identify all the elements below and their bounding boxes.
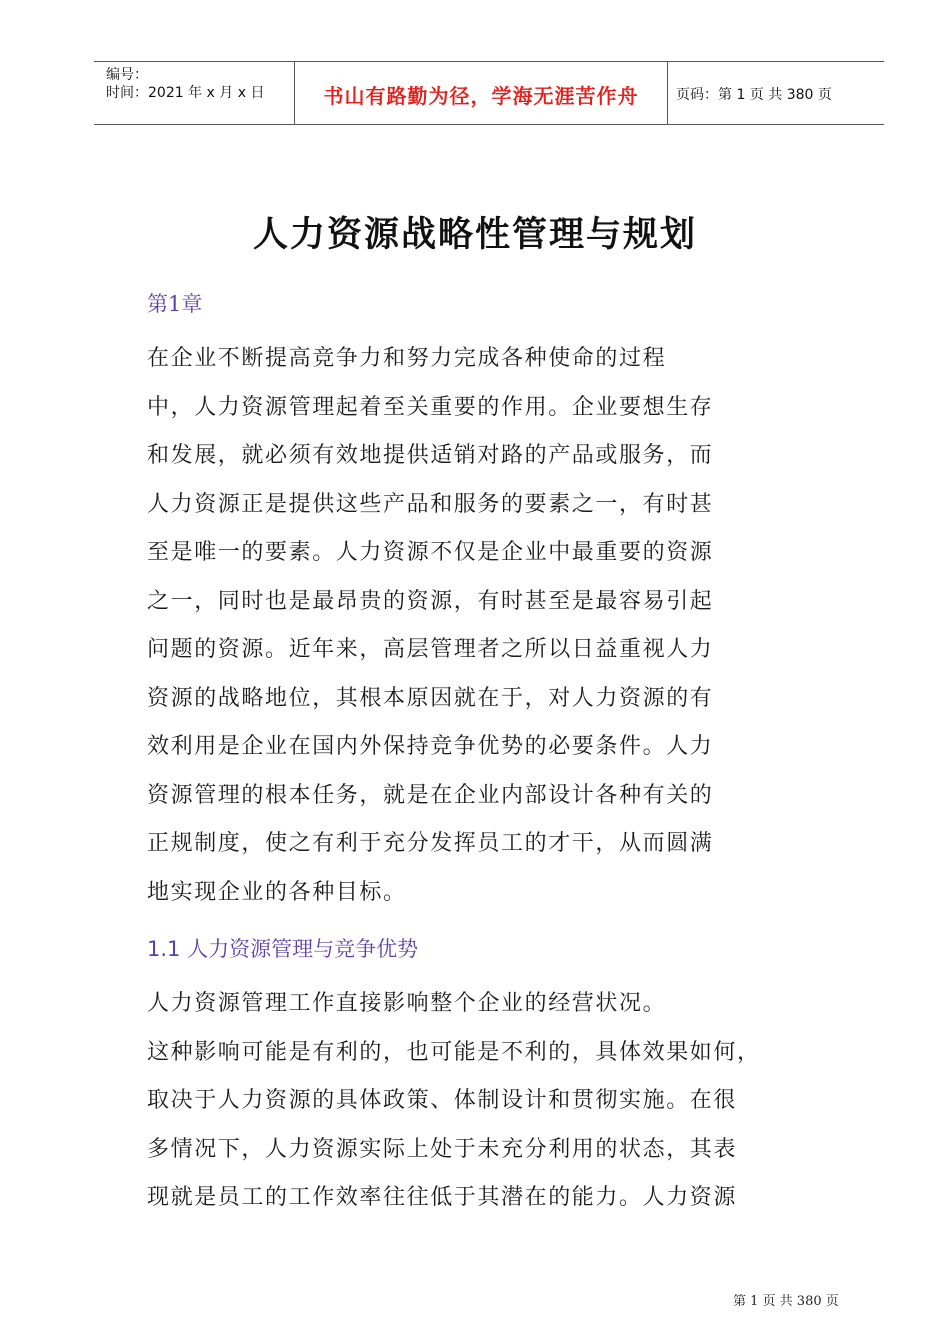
paragraph-line: 问题的资源。近年来，高层管理者之所以日益重视人力 xyxy=(147,637,714,662)
header-motto-cell xyxy=(295,62,668,124)
paragraph-line: 至是唯一的要素。人力资源不仅是企业中最重要的资源 xyxy=(147,540,714,565)
chapter-heading: 第1章 xyxy=(147,292,203,316)
section-paragraph xyxy=(147,980,827,1223)
paragraph-line: 效利用是企业在国内外保持竞争优势的必要条件。人力 xyxy=(147,734,714,759)
document-number-label: 编号： xyxy=(106,67,148,83)
paragraph-line: 人力资源正是提供这些产品和服务的要素之一，有时甚 xyxy=(147,491,714,517)
header-meta-cell xyxy=(94,62,295,124)
paragraph-line: 在企业不断提高竞争力和努力完成各种使命的过程 xyxy=(147,346,667,371)
paragraph-line: 人力资源管理工作直接影响整个企业的经营状况。 xyxy=(147,991,667,1016)
page-footer: 第 1 页 共 380 页 xyxy=(733,1294,839,1309)
paragraph-line: 资源管理的根本任务，就是在企业内部设计各种有关的 xyxy=(147,782,714,808)
header-page-cell xyxy=(668,62,884,124)
paragraph-line: 和发展，就必须有效地提供适销对路的产品或服务，而 xyxy=(147,443,714,468)
paragraph-line: 多情况下，人力资源实际上处于未充分利用的状态，其表 xyxy=(147,1136,738,1162)
paragraph-line: 资源的战略地位，其根本原因就在于，对人力资源的有 xyxy=(147,685,714,711)
header-page-info: 页码：第 1 页 共 380 页 xyxy=(676,87,832,103)
document-title: 人力资源战略性管理与规划 xyxy=(252,214,697,255)
section-heading: 1.1 人力资源管理与竞争优势 xyxy=(147,937,419,961)
paragraph-line: 取决于人力资源的具体政策、体制设计和贯彻实施。在很 xyxy=(147,1088,738,1113)
document-time-label: 时间：2021 年 x 月 x 日 xyxy=(106,85,265,101)
paragraph-line: 之一，同时也是最昂贵的资源，有时甚至是最容易引起 xyxy=(147,588,714,614)
document-header xyxy=(94,61,884,125)
paragraph-line: 地实现企业的各种目标。 xyxy=(147,879,407,905)
paragraph-line: 这种影响可能是有利的，也可能是不利的，具体效果如何， xyxy=(147,1039,761,1065)
paragraph-line: 中，人力资源管理起着至关重要的作用。企业要想生存 xyxy=(147,394,714,420)
paragraph-line: 正规制度，使之有利于充分发挥员工的才干，从而圆满 xyxy=(147,831,714,856)
paragraph-line: 现就是员工的工作效率往往低于其潜在的能力。人力资源 xyxy=(147,1185,738,1210)
header-motto: 书山有路勤为径，学海无涯苦作舟 xyxy=(323,84,639,108)
chapter-intro-paragraph xyxy=(147,335,807,917)
